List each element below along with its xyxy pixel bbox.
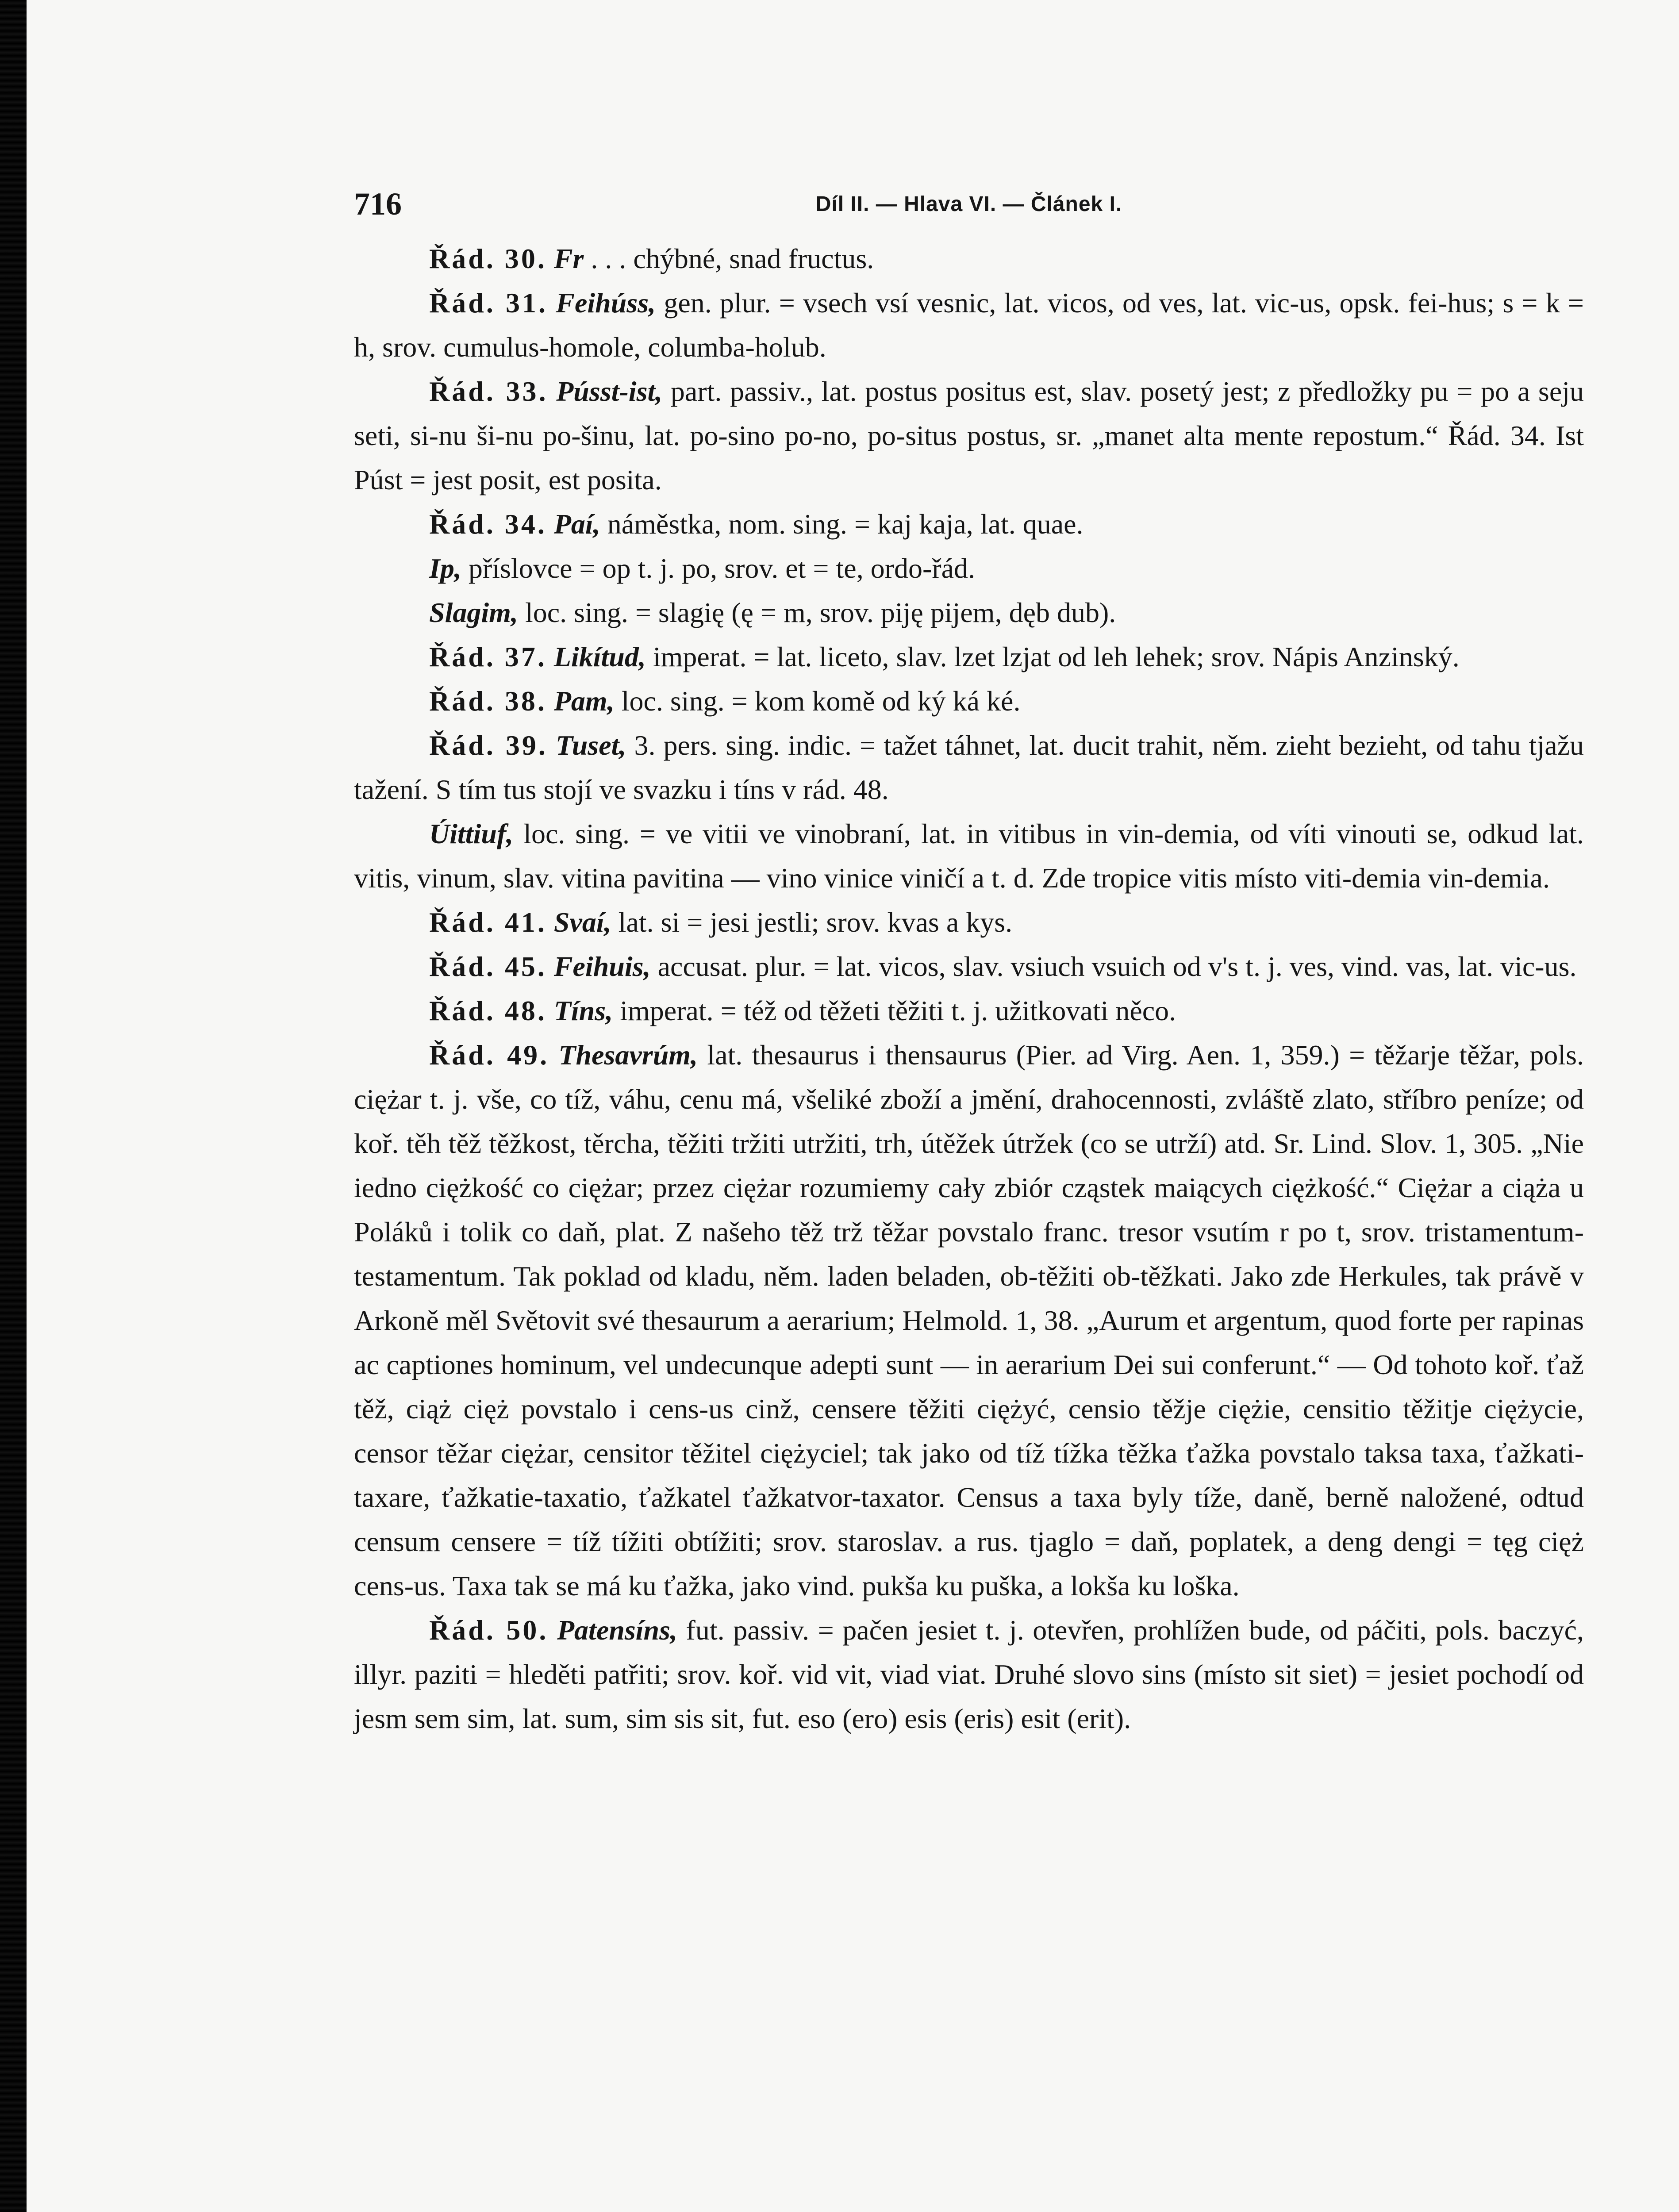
- paragraph-text: imperat. = lat. liceto, slav. lzet lzjat od leh lehek; srov. Nápis Anzinský.: [645, 641, 1460, 672]
- line-label: Řád. 50.: [429, 1614, 549, 1646]
- headword: Tuset,: [555, 730, 626, 761]
- paragraph: [354, 679, 1584, 723]
- line-label: Řád. 49.: [429, 1039, 549, 1071]
- line-label: Řád. 30.: [429, 243, 547, 274]
- paragraph-text: lat. si = jesi jestli; srov. kvas a kys.: [611, 906, 1013, 938]
- paragraph: [354, 900, 1584, 945]
- line-label: Řád. 48.: [429, 995, 547, 1026]
- paragraph: [354, 812, 1584, 900]
- commentary-body: [354, 237, 1584, 1741]
- headword: Fr: [553, 243, 584, 274]
- paragraph-text: fut. passiv. = pačen jesiet t. j. otevřen, prohlížen bude, od páčiti, pols. baczyć, illyr. paziti = hleděti patřiti; srov. koř. vid vit, viad viat. Druhé slovo sins (místo sit siet) = jesiet pochodí od jesm sem sim, lat. sum, sim sis sit, fut. eso (ero) esis (eris) esit (erit).: [354, 1614, 1584, 1734]
- paragraph: [354, 502, 1584, 546]
- paragraph-text: 3. pers. sing. indic. = tažet táhnet, lat. ducit trahit, něm. zieht bezieht, od tahu tjažu tažení. S tím tus stojí ve svazku i tíns v rád. 48.: [354, 730, 1584, 805]
- paragraph-text: loc. sing. = slagię (ę = m, srov. piję pijem, dęb dub).: [518, 597, 1116, 628]
- paragraph-text: . . . chýbné, snad fructus.: [584, 243, 874, 274]
- paragraph: [354, 237, 1584, 281]
- headword: Thesavrúm,: [558, 1039, 698, 1071]
- paragraph: [354, 723, 1584, 812]
- paragraph: [354, 369, 1584, 502]
- line-label: Řád. 39.: [429, 730, 548, 761]
- line-label: Řád. 38.: [429, 685, 547, 717]
- headword: Feihuis,: [553, 951, 651, 982]
- paragraph-text: náměstka, nom. sing. = kaj kaja, lat. quae.: [600, 508, 1083, 540]
- headword: Úittiuf,: [429, 818, 514, 849]
- headword: Patensíns,: [557, 1614, 677, 1646]
- paragraph: [354, 1033, 1584, 1608]
- paragraph-text: loc. sing. = ve vitii ve vinobraní, lat. in vitibus in vin-demia, od víti vinouti se, odkud lat. vitis, vinum, slav. vitina pavitina — vino vinice viničí a t. d. Zde tropice vitis místo viti-demia vin-demia.: [354, 818, 1584, 894]
- paragraph-text: gen. plur. = vsech vsí vesnic, lat. vicos, od ves, lat. vic-us, opsk. fei-hus; s = k = h, srov. cumulus-homole, columba-holub.: [354, 287, 1584, 363]
- line-label: Řád. 37.: [429, 641, 547, 672]
- headword: Ip,: [429, 553, 461, 584]
- book-page: [27, 0, 1679, 2212]
- paragraph: [354, 1608, 1584, 1741]
- paragraph-text: accusat. plur. = lat. vicos, slav. vsiuch vsuich od v's t. j. ves, vind. vas, lat. vic-us.: [650, 951, 1577, 982]
- headword: Slagim,: [429, 597, 518, 628]
- paragraph: [354, 281, 1584, 369]
- headword: Paí,: [553, 508, 600, 540]
- paragraph: [354, 635, 1584, 679]
- headword: Likítud,: [553, 641, 646, 672]
- paragraph-text: loc. sing. = kom komě od ký ká ké.: [614, 685, 1021, 717]
- headword: Feihúss,: [556, 287, 656, 319]
- headword: Pam,: [553, 685, 615, 717]
- paragraph: [354, 546, 1584, 591]
- running-title: Díl II. — Hlava VI. — Článek I.: [815, 192, 1122, 216]
- page-header: [354, 186, 1584, 228]
- line-label: Řád. 45.: [429, 951, 547, 982]
- headword: Svaí,: [553, 906, 611, 938]
- line-label: Řád. 34.: [429, 508, 547, 540]
- paragraph: [354, 989, 1584, 1033]
- paragraph-text: lat. thesaurus i thensaurus (Pier. ad Virg. Aen. 1, 359.) = těžarje těžar, pols. ciężar t. j. vše, co tíž, váhu, cenu má, všeliké zboží a jmění, drahocennosti, zvláště zlato, stříbro peníze; od koř. těh těž těžkost, těrcha, těžiti tržiti utržiti, trh, útěžek útržek (co se utrží) atd. Sr. Lind. Slov. 1, 305. „Nie iedno ciężkość co ciężar; przez ciężar rozumiemy cały zbiór cząstek maiących ciężkość.“ Ciężar a ciąża u Poláků i tolik co daň, plat. Z našeho těž trž těžar povstalo franc. tresor vsutím r po t, srov. tristamentum-testamentum. Tak poklad od kladu, něm. laden beladen, ob-těžiti ob-těžkati. Jako zde Herkules, tak právě v Arkoně měl Světovit své thesaurum a aerarium; Helmold. 1, 38. „Aurum et argentum, quod forte per rapinas ac captiones hominum, vel undecunque adepti sunt — in aerarium Dei sui conferunt.“ — Od tohoto koř. ťaž těž, ciąż cięż povstalo i cens-us cinž, censere těžiti ciężyć, censio těžje ciężie, censitio těžitje ciężycie, censor těžar ciężar, censitor těžitel ciężyciel; tak jako od tíž tížka těžka ťažka povstalo taksa taxa, ťažkati-taxare, ťažkatie-taxatio, ťažkatel ťažkatvor-taxator. Census a taxa byly tíže, daně, berně naložené, odtud censum censere = tíž tížiti obtížiti; srov. staroslav. a rus. tjaglo = daň, poplatek, a deng dengi = tęg cięż cens-us. Taxa tak se má ku ťažka, jako vind. pukša ku puška, a lokša ku loška.: [354, 1039, 1584, 1601]
- page-content: [354, 186, 1584, 1741]
- line-label: Řád. 31.: [429, 287, 548, 319]
- paragraph-text: imperat. = též od těžeti těžiti t. j. užitkovati něco.: [613, 995, 1176, 1026]
- line-label: Řád. 41.: [429, 906, 547, 938]
- headword: Pússt-ist,: [556, 376, 663, 407]
- page-number: 716: [354, 186, 402, 222]
- scan-border: [0, 0, 27, 2212]
- paragraph: [354, 945, 1584, 989]
- paragraph-text: příslovce = op t. j. po, srov. et = te, ordo-řád.: [461, 553, 976, 584]
- line-label: Řád. 33.: [429, 376, 548, 407]
- paragraph: [354, 591, 1584, 635]
- paragraph-text: part. passiv., lat. postus positus est, slav. posetý jest; z předložky pu = po a seju seti, si-nu ši-nu po-šinu, lat. po-sino po-no, po-situs postus, sr. „manet alta mente repostum.“ Řád. 34. Ist Púst = jest posit, est posita.: [354, 376, 1584, 495]
- headword: Tíns,: [553, 995, 613, 1026]
